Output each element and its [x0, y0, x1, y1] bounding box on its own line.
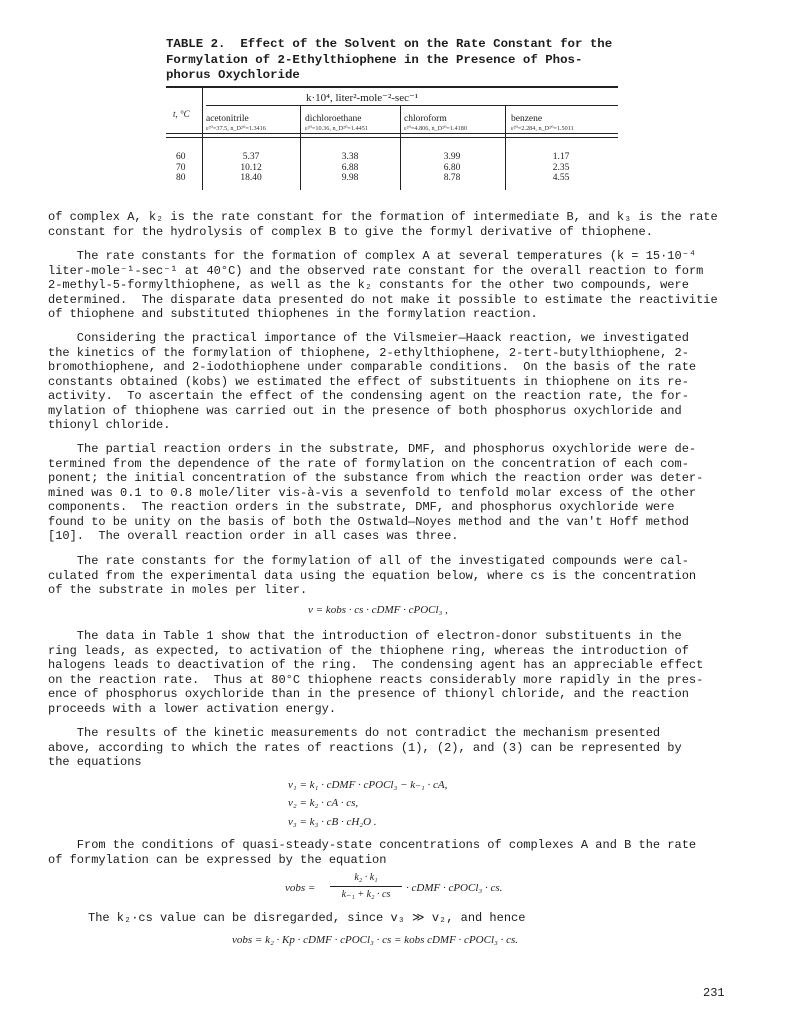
- equation-obs-denominator: k₋₁ + k₂ · cs: [341, 889, 391, 900]
- value-cell: 8.78: [443, 173, 461, 183]
- rate-equation: v = kobs · cs · cDMF · cPOCl₃ ,: [308, 604, 448, 616]
- temperature-cell: 70: [176, 162, 186, 173]
- text-line: determined. The disparate data presented do not make it possible to estimate the reactivitie: [48, 292, 718, 307]
- text-line: activity. To ascertain the effect of the condensing agent on the reaction rate, the for-: [48, 389, 689, 403]
- text-line: of the substrate in moles per liter.: [48, 583, 308, 597]
- page-number: 231: [703, 986, 725, 1000]
- temperature-header: t, °C: [173, 109, 190, 119]
- caption-line: phorus Oxychloride: [166, 68, 300, 82]
- equation-obs-lhs: vobs =: [285, 882, 316, 894]
- paragraph: [48, 442, 748, 544]
- value-cell: 4.55: [552, 173, 570, 183]
- text-line: From the conditions of quasi-steady-state concentrations of complexes A and B the rate: [48, 838, 697, 852]
- paragraph: [88, 911, 728, 926]
- text-line: The results of the kinetic measurements do not contradict the mechanism presented: [48, 726, 661, 740]
- value-cell: 9.98: [341, 173, 359, 183]
- text-line: constant for the hydrolysis of complex B to give the formyl derivative of thiophene.: [48, 224, 653, 239]
- text-line: The rate constants for the formation of complex A at several temperatures (k = 15·10⁻⁴: [48, 249, 697, 263]
- text-line: mylation of thiophene was carried out in the presence of both phosphorus oxychloride and: [48, 403, 682, 418]
- value-cell: 2.35: [552, 162, 570, 173]
- value-column: [531, 152, 591, 184]
- text-line: the kinetics of the formylation of thiophene, 2-ethylthiophene, 2-tert-butylthiophene, 2-: [48, 345, 689, 360]
- value-cell: 18.40: [240, 173, 262, 183]
- text-line: the equations: [48, 755, 142, 769]
- value-cell: 6.80: [443, 162, 461, 173]
- text-line: 2-methyl-5-formylthiophene, as well as the k₂ constants for the other two compounds, were: [48, 278, 689, 292]
- paragraph: [48, 249, 748, 322]
- solvent-props: ε²⁰=4.806, n_D²⁰=1.4180: [404, 125, 467, 132]
- text-line: bromothiophene, and 2-iodothiophene under comparable conditions. On the basis of the rate: [48, 360, 697, 374]
- value-cell: 1.17: [552, 152, 570, 162]
- text-line: The rate constants for the formylation of all of the investigated compounds were cal-: [48, 554, 689, 568]
- value-cell: 3.38: [341, 152, 359, 162]
- text-line: termined from the dependence of the rate of formylation on the concentration of each com-: [48, 456, 689, 471]
- text-line: culated from the experimental data using the equation below, where cs is the concentration: [48, 568, 697, 583]
- caption-line: TABLE 2. Effect of the Solvent on the Rate Constant for the: [166, 37, 613, 51]
- table-header-rule: [166, 137, 618, 138]
- solvent-props: ε²⁰=37.5, n_D²⁰=1.3416: [206, 125, 266, 132]
- value-cell: 5.37: [242, 152, 260, 162]
- table-top-rule: [166, 86, 618, 88]
- paragraph: [48, 838, 748, 867]
- units-header: k·10⁴, liter²-mole⁻²-sec⁻¹: [306, 92, 419, 104]
- temperature-cell: 80: [176, 173, 186, 183]
- value-column: [320, 152, 380, 184]
- table-caption: [166, 37, 626, 84]
- text-line: Considering the practical importance of the Vilsmeier—Haack reaction, we investigated: [48, 331, 689, 345]
- paragraph: [48, 726, 748, 770]
- value-cell: 3.99: [443, 152, 461, 162]
- value-column: [221, 152, 281, 184]
- text-line: constants obtained (kobs) we estimated the effect of substituents in thiophene on its re-: [48, 374, 689, 389]
- text-line: mined was 0.1 to 0.8 mole/liter vis-à-vis a sevenfold to tenfold molar excess of the other: [48, 485, 697, 500]
- table-units-rule: [206, 105, 618, 106]
- solvent-name: chloroform: [404, 114, 447, 124]
- text-line: proceeds with a lower activation energy.: [48, 701, 337, 716]
- text-line: halogens leads to deactivation of the ring. The condensing agent has an appreciable effect: [48, 658, 704, 672]
- text-line: The k₂·cs value can be disregarded, since v₃ ≫ v₂, and hence: [88, 911, 526, 925]
- equation-obs-numerator: k₂ · k₁: [354, 872, 378, 883]
- text-line: thionyl chloride.: [48, 418, 171, 432]
- paragraph: [48, 629, 748, 716]
- text-line: components. The reaction orders in the substrate, DMF, and phosphorus oxychloride were: [48, 500, 675, 514]
- solvent-name: acetonitrile: [206, 114, 249, 124]
- paragraph: [48, 331, 748, 433]
- equation-final: vobs = k₂ · Kp · cDMF · cPOCl₃ · cs = kobs cDMF · cPOCl₃ · cs.: [232, 934, 518, 946]
- temperature-cell: 60: [176, 152, 186, 162]
- value-column: [422, 152, 482, 184]
- paragraph: [48, 210, 748, 239]
- solvent-props: ε²⁰=10.36, n_D²⁰=1.4451: [305, 125, 368, 132]
- text-line: The partial reaction orders in the substrate, DMF, and phosphorus oxychloride were de-: [48, 442, 697, 456]
- value-cell: 6.88: [341, 162, 359, 173]
- text-line: on the reaction rate. Thus at 80°C thiophene reacts considerably more rapidly in the pres-: [48, 672, 704, 687]
- equation-v1: v₁ = k₁ · cDMF · cPOCl₃ − k₋₁ · cA,: [288, 779, 448, 791]
- fraction-bar: [330, 886, 402, 887]
- solvent-table: [166, 86, 618, 192]
- table-header-rule: [166, 133, 618, 134]
- solvent-name: dichloroethane: [305, 114, 362, 124]
- text-line: ring leads, as expected, to activation of the thiophene ring, whereas the introduction of: [48, 643, 689, 658]
- solvent-name: benzene: [511, 114, 543, 124]
- table-divider: [400, 106, 401, 190]
- text-line: liter-mole⁻¹-sec⁻¹ at 40°C) and the observed rate constant for the overall reaction to form: [48, 263, 704, 278]
- text-line: found to be unity on the basis of both the Ostwald—Noyes method and the van't Hoff method: [48, 514, 689, 529]
- solvent-props: ε²⁰=2.284, n_D²⁰=1.5011: [511, 125, 574, 132]
- table-divider: [300, 106, 301, 190]
- text-line: ence of phosphorus oxychloride than in the presence of thionyl chloride, and the reaction: [48, 687, 689, 701]
- value-cell: 10.12: [240, 162, 262, 173]
- temperature-column: [176, 152, 186, 184]
- equation-v3: v₃ = k₃ · cB · cH₂O .: [288, 816, 377, 828]
- text-line: The data in Table 1 show that the introduction of electron-donor substituents in the: [48, 629, 682, 643]
- text-line: ponent; the initial concentration of the substance from which the reaction order was deter-: [48, 471, 704, 485]
- text-line: above, according to which the rates of reactions (1), (2), and (3) can be represented by: [48, 740, 682, 755]
- caption-line: Formylation of 2-Ethylthiophene in the Presence of Phos-: [166, 52, 583, 67]
- table-divider: [202, 86, 203, 190]
- text-line: of complex A, k₂ is the rate constant for the formation of intermediate B, and k₃ is the rate: [48, 210, 718, 224]
- text-line: of formylation can be expressed by the equation: [48, 852, 387, 867]
- equation-obs-rhs: · cDMF · cPOCl₃ · cs.: [406, 882, 503, 894]
- text-line: [10]. The overall reaction order in all cases was three.: [48, 529, 459, 543]
- equation-v2: v₂ = k₂ · cA · cs,: [288, 797, 359, 809]
- table-divider: [505, 106, 506, 190]
- text-line: of thiophene and substituted thiophenes in the formylation reaction.: [48, 307, 538, 321]
- paragraph: [48, 554, 748, 598]
